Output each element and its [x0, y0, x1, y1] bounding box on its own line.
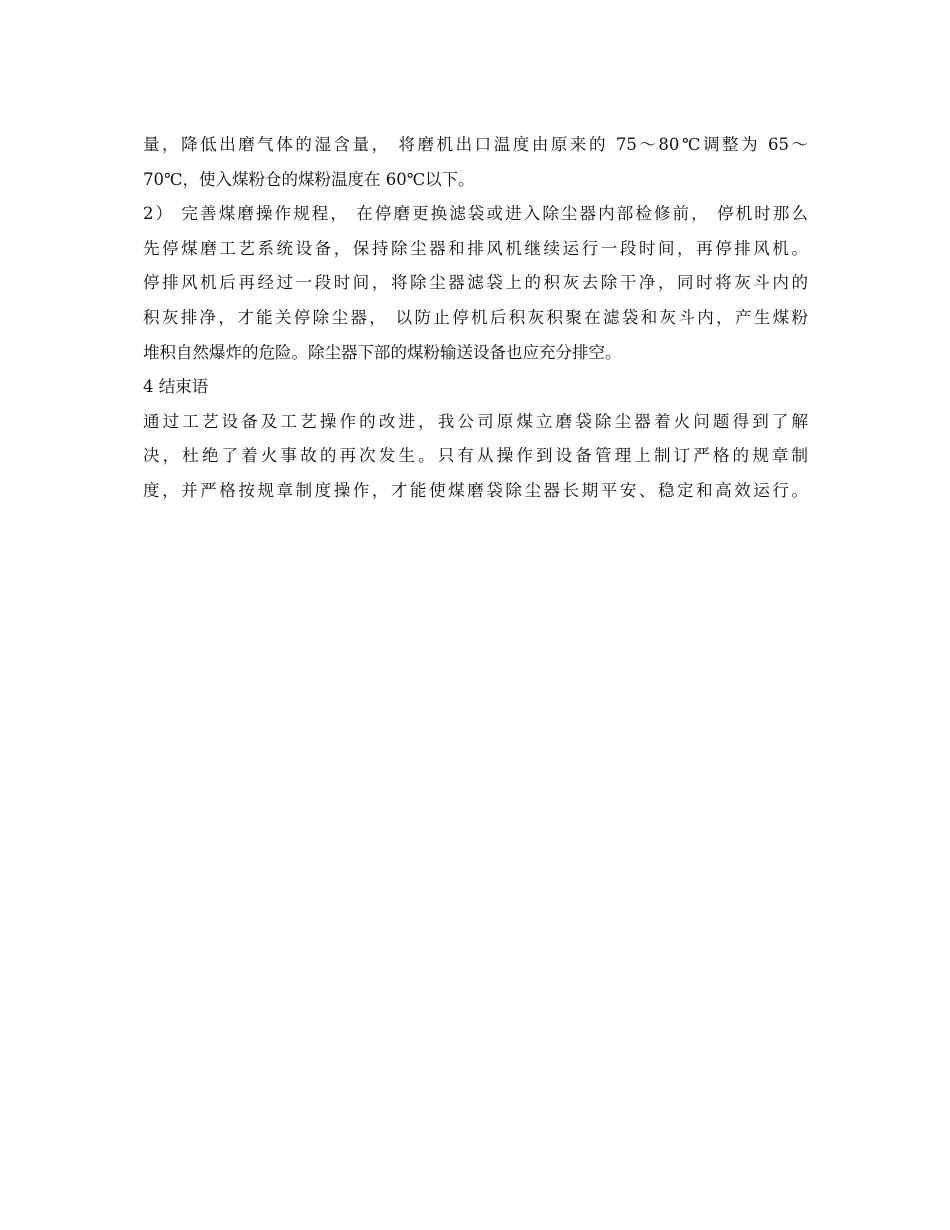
document-body [143, 128, 808, 509]
paragraph-line: 2） 完善煤磨操作规程， 在停磨更换滤袋或进入除尘器内部检修前， 停机时那么 [143, 204, 808, 224]
paragraph-line: 70℃，使入煤粉仓的煤粉温度在 60℃以下。 [143, 169, 475, 189]
paragraph-line: 决，杜绝了着火事故的再次发生。只有从操作到设备管理上制订严格的规章制 [143, 446, 808, 466]
paragraph-line: 度，并严格按规章制度操作，才能使煤磨袋除尘器长期平安、稳定和高效运行。 [143, 480, 808, 500]
paragraph-line: 停排风机后再经过一段时间，将除尘器滤袋上的积灰去除干净，同时将灰斗内的 [143, 273, 808, 293]
paragraph-line: 量，降低出磨气体的湿含量， 将磨机出口温度由原来的 75～80℃调整为 65～ [143, 135, 808, 154]
section-heading: 4 结束语 [143, 377, 209, 397]
paragraph-line: 先停煤磨工艺系统设备，保持除尘器和排风机继续运行一段时间，再停排风机。 [143, 238, 808, 258]
paragraph-line: 堆积自然爆炸的危险。除尘器下部的煤粉输送设备也应充分排空。 [143, 342, 622, 362]
paragraph-line: 通过工艺设备及工艺操作的改进，我公司原煤立磨袋除尘器着火问题得到了解 [143, 411, 808, 431]
paragraph-line: 积灰排净，才能关停除尘器， 以防止停机后积灰积聚在滤袋和灰斗内，产生煤粉 [143, 307, 808, 327]
